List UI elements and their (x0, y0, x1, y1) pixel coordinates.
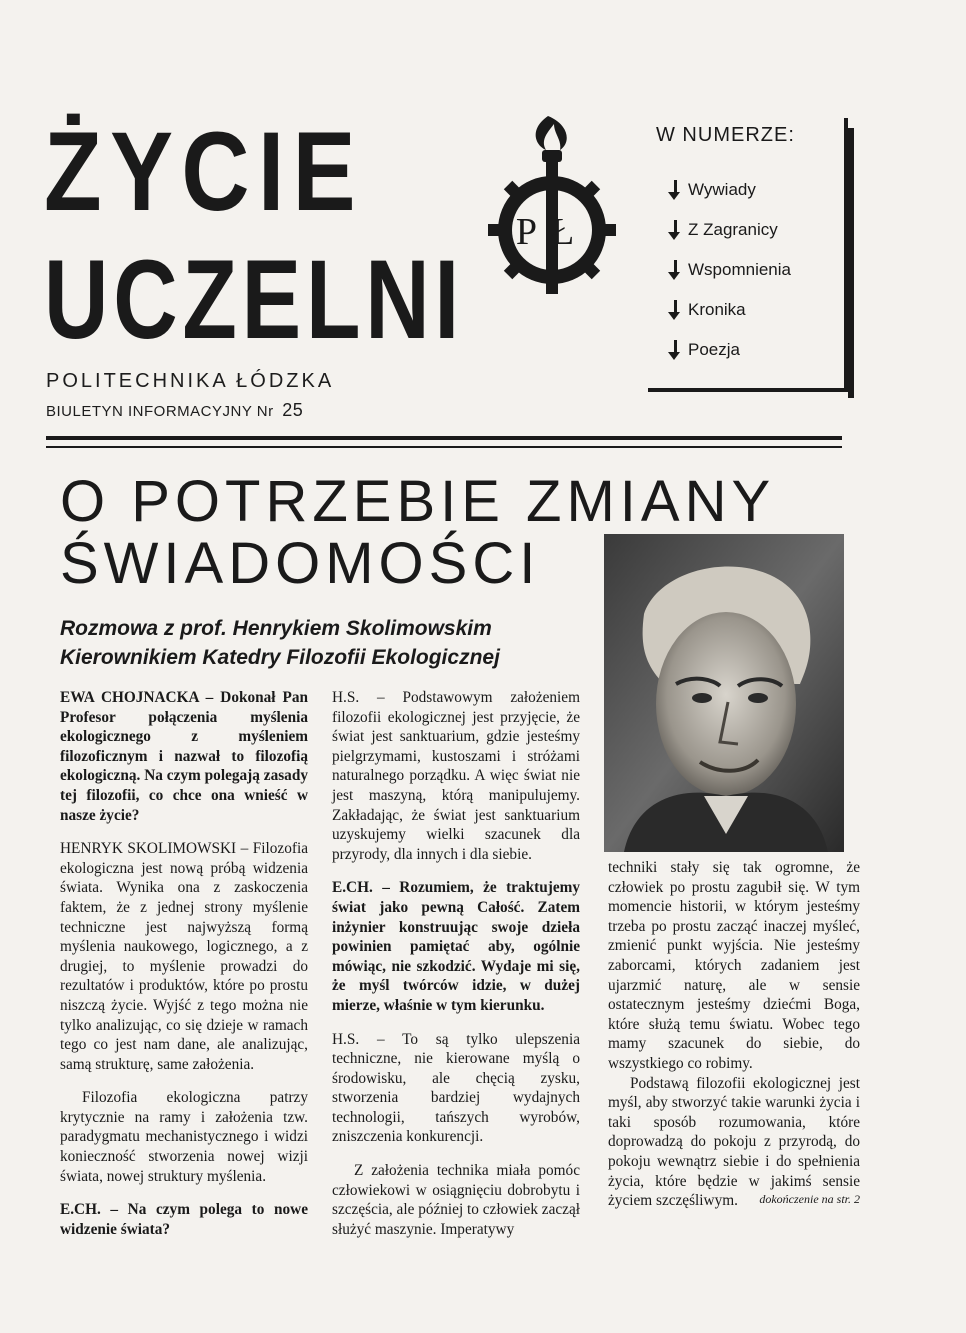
masthead-title (44, 110, 474, 360)
down-right-arrow-icon (666, 220, 680, 240)
question-paragraph: E.CH. – Na czym polega to nowe widzenie świata? (60, 1201, 308, 1238)
subtitle-line-2: Kierownikiem Katedry Filozofii Ekologicznej (60, 646, 500, 669)
contents-item-label: Z Zagranicy (688, 220, 778, 239)
article-subtitle (60, 614, 500, 672)
contents-item-wspomnienia[interactable] (666, 250, 791, 290)
masthead-rule-thick (46, 436, 842, 440)
contents-item-label: Poezja (688, 340, 740, 359)
down-right-arrow-icon (666, 300, 680, 320)
contents-item-z-zagranicy[interactable] (666, 210, 791, 250)
body-paragraph: Podstawą filozofii ekologicznej jest myśl, aby stworzyć takie warunki życia i taki sposób rozumowania, które doprowadzą do pokoju z przyrodą, do pokoju wewnątrz siebie i do spełnienia życia, które będzie w jakimś sensie życiem szczęśliwym. (608, 1074, 860, 1210)
body-paragraph: Filozofia ekologiczna patrzy krytycznie na ramy i założenia tzw. paradygmatu mechanistycznego i widzi konieczność stworzenia nowej wizji świata, nowej struktury myślenia. (60, 1089, 308, 1185)
headline-line-2: ŚWIADOMOŚCI (60, 531, 541, 596)
headline-line-1: O POTRZEBIE ZMIANY (60, 469, 776, 534)
portrait-photo (604, 534, 844, 852)
bulletin-label: BIULETYN INFORMACYJNY Nr (46, 403, 274, 420)
contents-item-label: Kronika (688, 300, 746, 319)
contents-item-label: Wspomnienia (688, 260, 791, 279)
question-paragraph: EWA CHOJNACKA – Dokonał Pan Profesor połączenia myślenia ekologicznego z myśleniem filozoficznym i nazwał to filozofią ekologiczną. Na czym polegają zasady tej filozofii, co chce ona wnieść w nasze życie? (60, 689, 308, 824)
body-paragraph: techniki stały się tak ogromne, że człowiek po prostu zagubił się. W tym momencie historii, w którym jesteśmy trzeba po prostu zacząć inaczej myśleć, zmienić punkt wyjścia. Nie jesteśmy zaborcami, których zadaniem jest ujarzmić naturę, ale w sensie ostatecznym jesteśmy dziećmi Boga, które służą temu światu. Wobec tego mamy szacunek do siebie, do wszystkiego co robimy. (608, 859, 860, 1072)
down-right-arrow-icon (666, 180, 680, 200)
contents-heading: W NUMERZE: (656, 124, 795, 146)
continuation-note[interactable]: dokończenie na str. 2 (759, 1192, 860, 1206)
subtitle-line-1: Rozmowa z prof. Henrykiem Skolimowskim (60, 617, 492, 640)
institution-name: POLITECHNIKA ŁÓDZKA (46, 370, 335, 392)
down-right-arrow-icon (666, 260, 680, 280)
answer-paragraph: HENRYK SKOLIMOWSKI – Filozofia ekologiczna jest nową próbą widzenia świata. Wynika ona z zaskoczenia faktem, że z jednej strony myślenie techniczne jest najwyższą formą myślenia naukowego, logicznego, a z drugiej, to myślenie prowadzi do rezultatów i produktów, które po prostu niszczą życie. Wyjść z tego można nie tylko analizując, co się dzieje w ramach tego co jest nam dane, ale analizując, samą strukturę, same założenia. (60, 840, 308, 1073)
masthead-title-line-1: ŻYCIE (44, 109, 364, 234)
contents-item-poezja[interactable] (666, 330, 791, 370)
university-logo (488, 110, 618, 320)
contents-item-wywiady[interactable] (666, 170, 791, 210)
article-column-2 (332, 688, 580, 1239)
contents-list (666, 170, 791, 370)
article-column-3 (608, 858, 860, 1211)
contents-item-label: Wywiady (688, 180, 756, 199)
answer-paragraph: H.S. – To są tylko ulepszenia techniczne, nie kierowane myślą o środowisku, ale chęcią zysku, stworzenia bardziej wydajnych technologii, tańszych wyrobów, zniszczenia konkurencji. (332, 1030, 580, 1146)
contents-box (648, 118, 848, 392)
question-paragraph: E.CH. – Rozumiem, że traktujemy świat jako pewną Całość. Zatem inżynier konstruując swoje dzieła powinien pamiętać aby, ogólnie mówiąc, nie szkodzić. Wydaje mi się, że myśl twórców idzie, w dużej mierze, właśnie w tym kierunku. (332, 879, 580, 1014)
masthead-rule-thin (46, 446, 842, 448)
masthead-title-line-2: UCZELNI (44, 237, 464, 362)
logo-monogram: PŁ (515, 211, 589, 253)
bulletin-line (46, 400, 303, 421)
answer-paragraph: H.S. – Podstawowym założeniem filozofii ekologicznej jest przyjęcie, że świat jest sanktuarium, gdzie jesteśmy pielgrzymami, kustoszami i stróżami naturalnego porządku. A więc świat nie jest maszyną, którą manipulujemy. Zakładając, że świat jest sanktuarium uzyskujemy wielki szacunek dla przyrody, dla innych i dla siebie. (332, 689, 580, 863)
down-right-arrow-icon (666, 340, 680, 360)
contents-item-kronika[interactable] (666, 290, 791, 330)
body-paragraph: Z założenia technika miała pomóc człowiekowi w osiągnięciu dobrobytu i szczęścia, ale później to człowiek zaczął służyć maszynie. Imperatywy (332, 1162, 580, 1238)
article-column-1 (60, 688, 308, 1253)
issue-number: 25 (282, 400, 304, 420)
